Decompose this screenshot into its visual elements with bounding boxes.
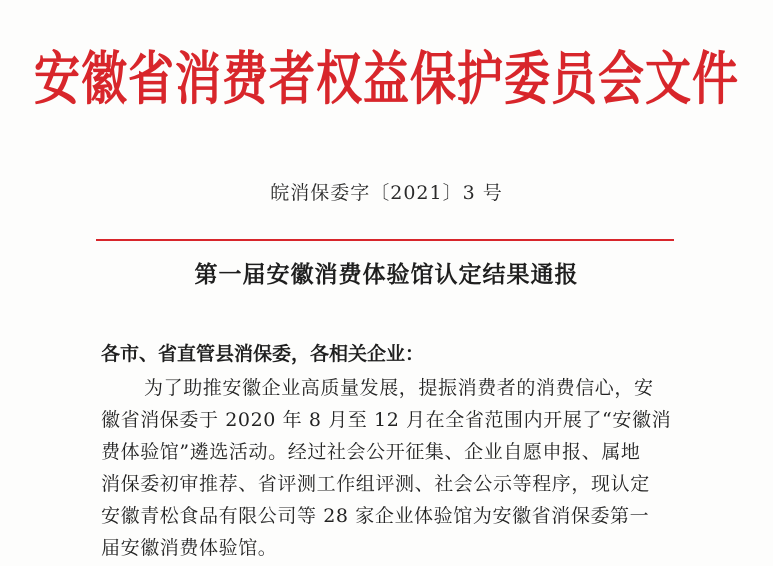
document-number: 皖消保委字〔2021〕3 号 xyxy=(270,182,503,204)
org-title: 安徽省消费者权益保护委员会文件 xyxy=(34,44,739,112)
body-line: 为了助推安徽企业高质量发展，提振消费者的消费信心，安 xyxy=(144,377,654,399)
body-line: 安徽青松食品有限公司等 28 家企业体验馆为安徽省消保委第一 xyxy=(101,505,650,527)
salutation: 各市、省直管县消保委，各相关企业： xyxy=(101,343,425,365)
red-divider-line xyxy=(96,239,674,241)
body-line: 费体验馆”遴选活动。经过社会公开征集、企业自愿申报、属地 xyxy=(101,441,641,463)
body-line: 届安徽消费体验馆。 xyxy=(101,537,278,559)
body-line: 徽省消保委于 2020 年 8 月至 12 月在全省范围内开展了“安徽消 xyxy=(101,409,672,431)
notice-title: 第一届安徽消费体验馆认定结果通报 xyxy=(194,261,579,288)
body-line: 消保委初审推荐、省评测工作组评测、社会公示等程序，现认定 xyxy=(101,473,650,495)
